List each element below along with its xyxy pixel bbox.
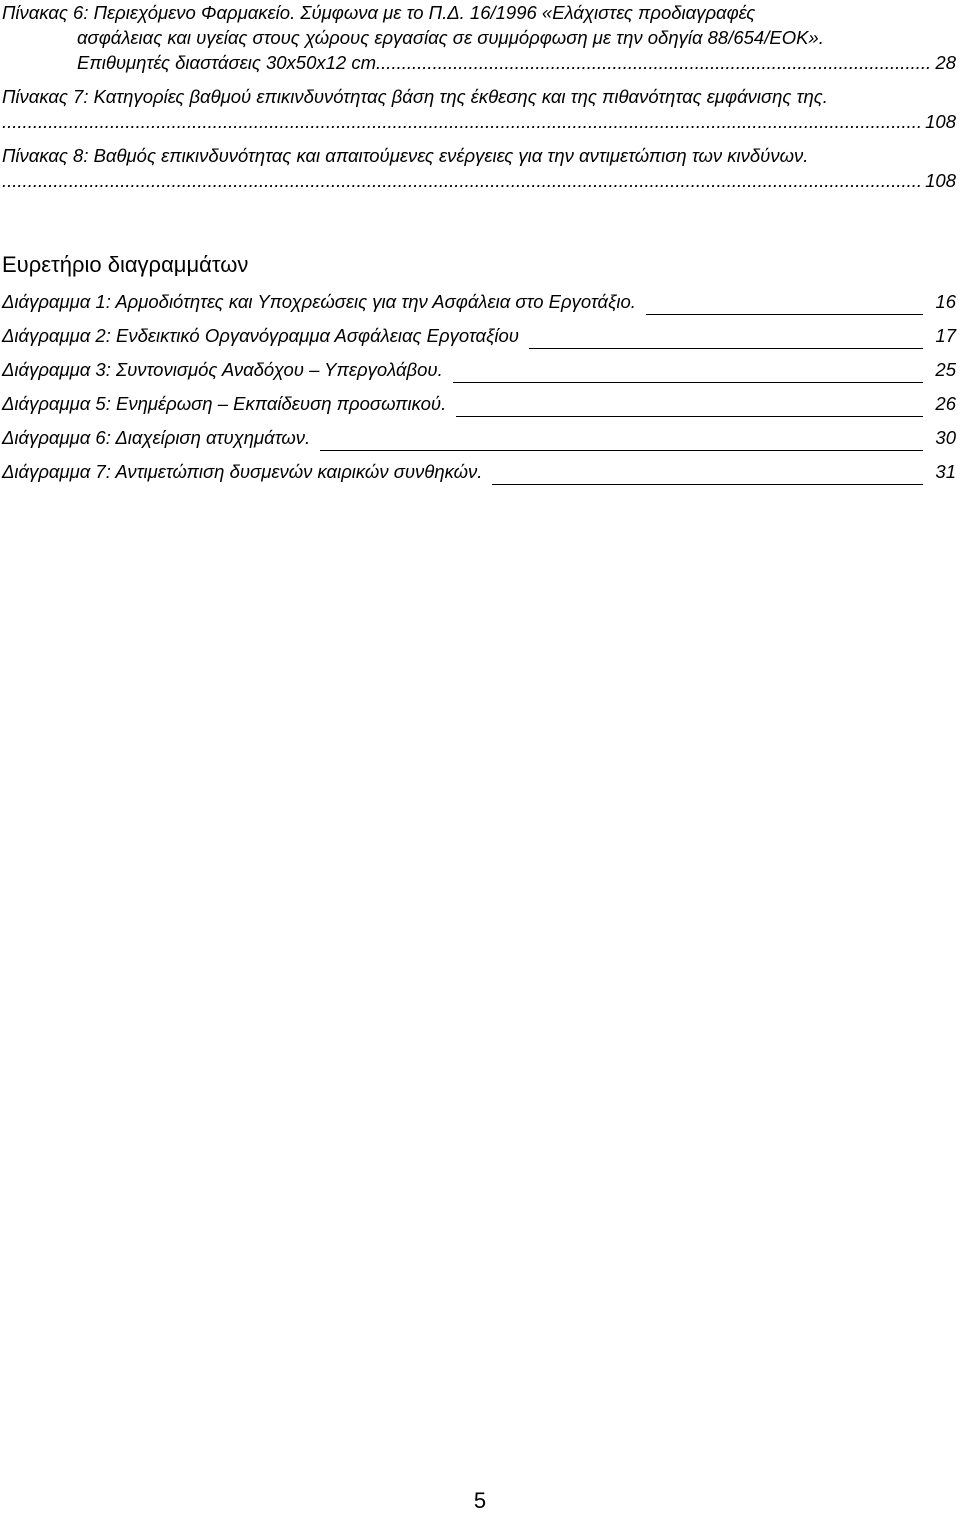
diagram-index: [2, 291, 956, 495]
diagram-index-entry: [2, 461, 956, 495]
table-index-entry: [2, 84, 956, 134]
diagram-entry-page: 30: [935, 427, 956, 448]
dot-leader: [2, 168, 922, 193]
leader-rule: [456, 415, 923, 417]
leader-rule: [453, 381, 924, 383]
table-entry-title-line: Πίνακας 6: Περιεχόμενο Φαρμακείο. Σύμφωνα με το Π.Δ. 16/1996 «Ελάχιστες προδιαγραφές: [2, 2, 756, 23]
diagram-entry-page: 16: [935, 291, 956, 312]
dot-leader: [381, 50, 932, 75]
leader-rule: [529, 347, 924, 349]
diagram-entry-page: 17: [935, 325, 956, 346]
leader-rule: [492, 483, 923, 485]
table-index-entry: [2, 143, 956, 193]
leader-rule: [320, 449, 923, 451]
page-number: 5: [473, 1488, 487, 1513]
diagram-entry-page: 26: [935, 393, 956, 414]
diagram-entry-label: Διάγραμμα 2: Ενδεικτικό Οργανόγραμμα Ασφάλειας Εργοταξίου: [2, 325, 519, 346]
table-entry-title-line: ασφάλειας και υγείας στους χώρους εργασίας σε συμμόρφωση με την οδηγία 88/654/ΕΟΚ».: [77, 27, 824, 48]
diagram-entry-label: Διάγραμμα 7: Αντιμετώπιση δυσμενών καιρικών συνθηκών.: [2, 461, 483, 482]
diagram-index-entry: [2, 427, 956, 461]
table-entry-page: 108: [925, 111, 956, 132]
table-entry-title-line: Πίνακας 7: Κατηγορίες βαθμού επικινδυνότητας βάση της έκθεσης και της πιθανότητας εμφάνισης της.: [2, 86, 828, 107]
table-entry-page: 28: [935, 52, 956, 73]
diagram-entry-page: 31: [935, 461, 956, 482]
diagram-index-entry: [2, 359, 956, 393]
table-index-entry: [2, 0, 956, 75]
diagram-index-entry: [2, 325, 956, 359]
table-entry-title-line: Πίνακας 8: Βαθμός επικινδυνότητας και απαιτούμενες ενέργειες για την αντιμετώπιση των κινδύνων.: [2, 145, 809, 166]
diagram-index-entry: [2, 393, 956, 427]
diagram-index-heading: Ευρετήριο διαγραμμάτων: [2, 252, 249, 277]
diagram-entry-page: 25: [935, 359, 956, 380]
dot-leader: [2, 109, 922, 134]
diagram-entry-label: Διάγραμμα 3: Συντονισμός Αναδόχου – Υπεργολάβου.: [2, 359, 443, 380]
diagram-entry-label: Διάγραμμα 1: Αρμοδιότητες και Υποχρεώσεις για την Ασφάλεια στο Εργοτάξιο.: [2, 291, 636, 312]
table-index: [2, 0, 956, 202]
diagram-entry-label: Διάγραμμα 6: Διαχείριση ατυχημάτων.: [2, 427, 311, 448]
table-entry-title-line: Επιθυμητές διαστάσεις 30x50x12 cm.: [77, 52, 382, 73]
leader-rule: [646, 313, 924, 315]
diagram-index-entry: [2, 291, 956, 325]
diagram-entry-label: Διάγραμμα 5: Ενημέρωση – Εκπαίδευση προσωπικού.: [2, 393, 447, 414]
table-entry-page: 108: [925, 170, 956, 191]
